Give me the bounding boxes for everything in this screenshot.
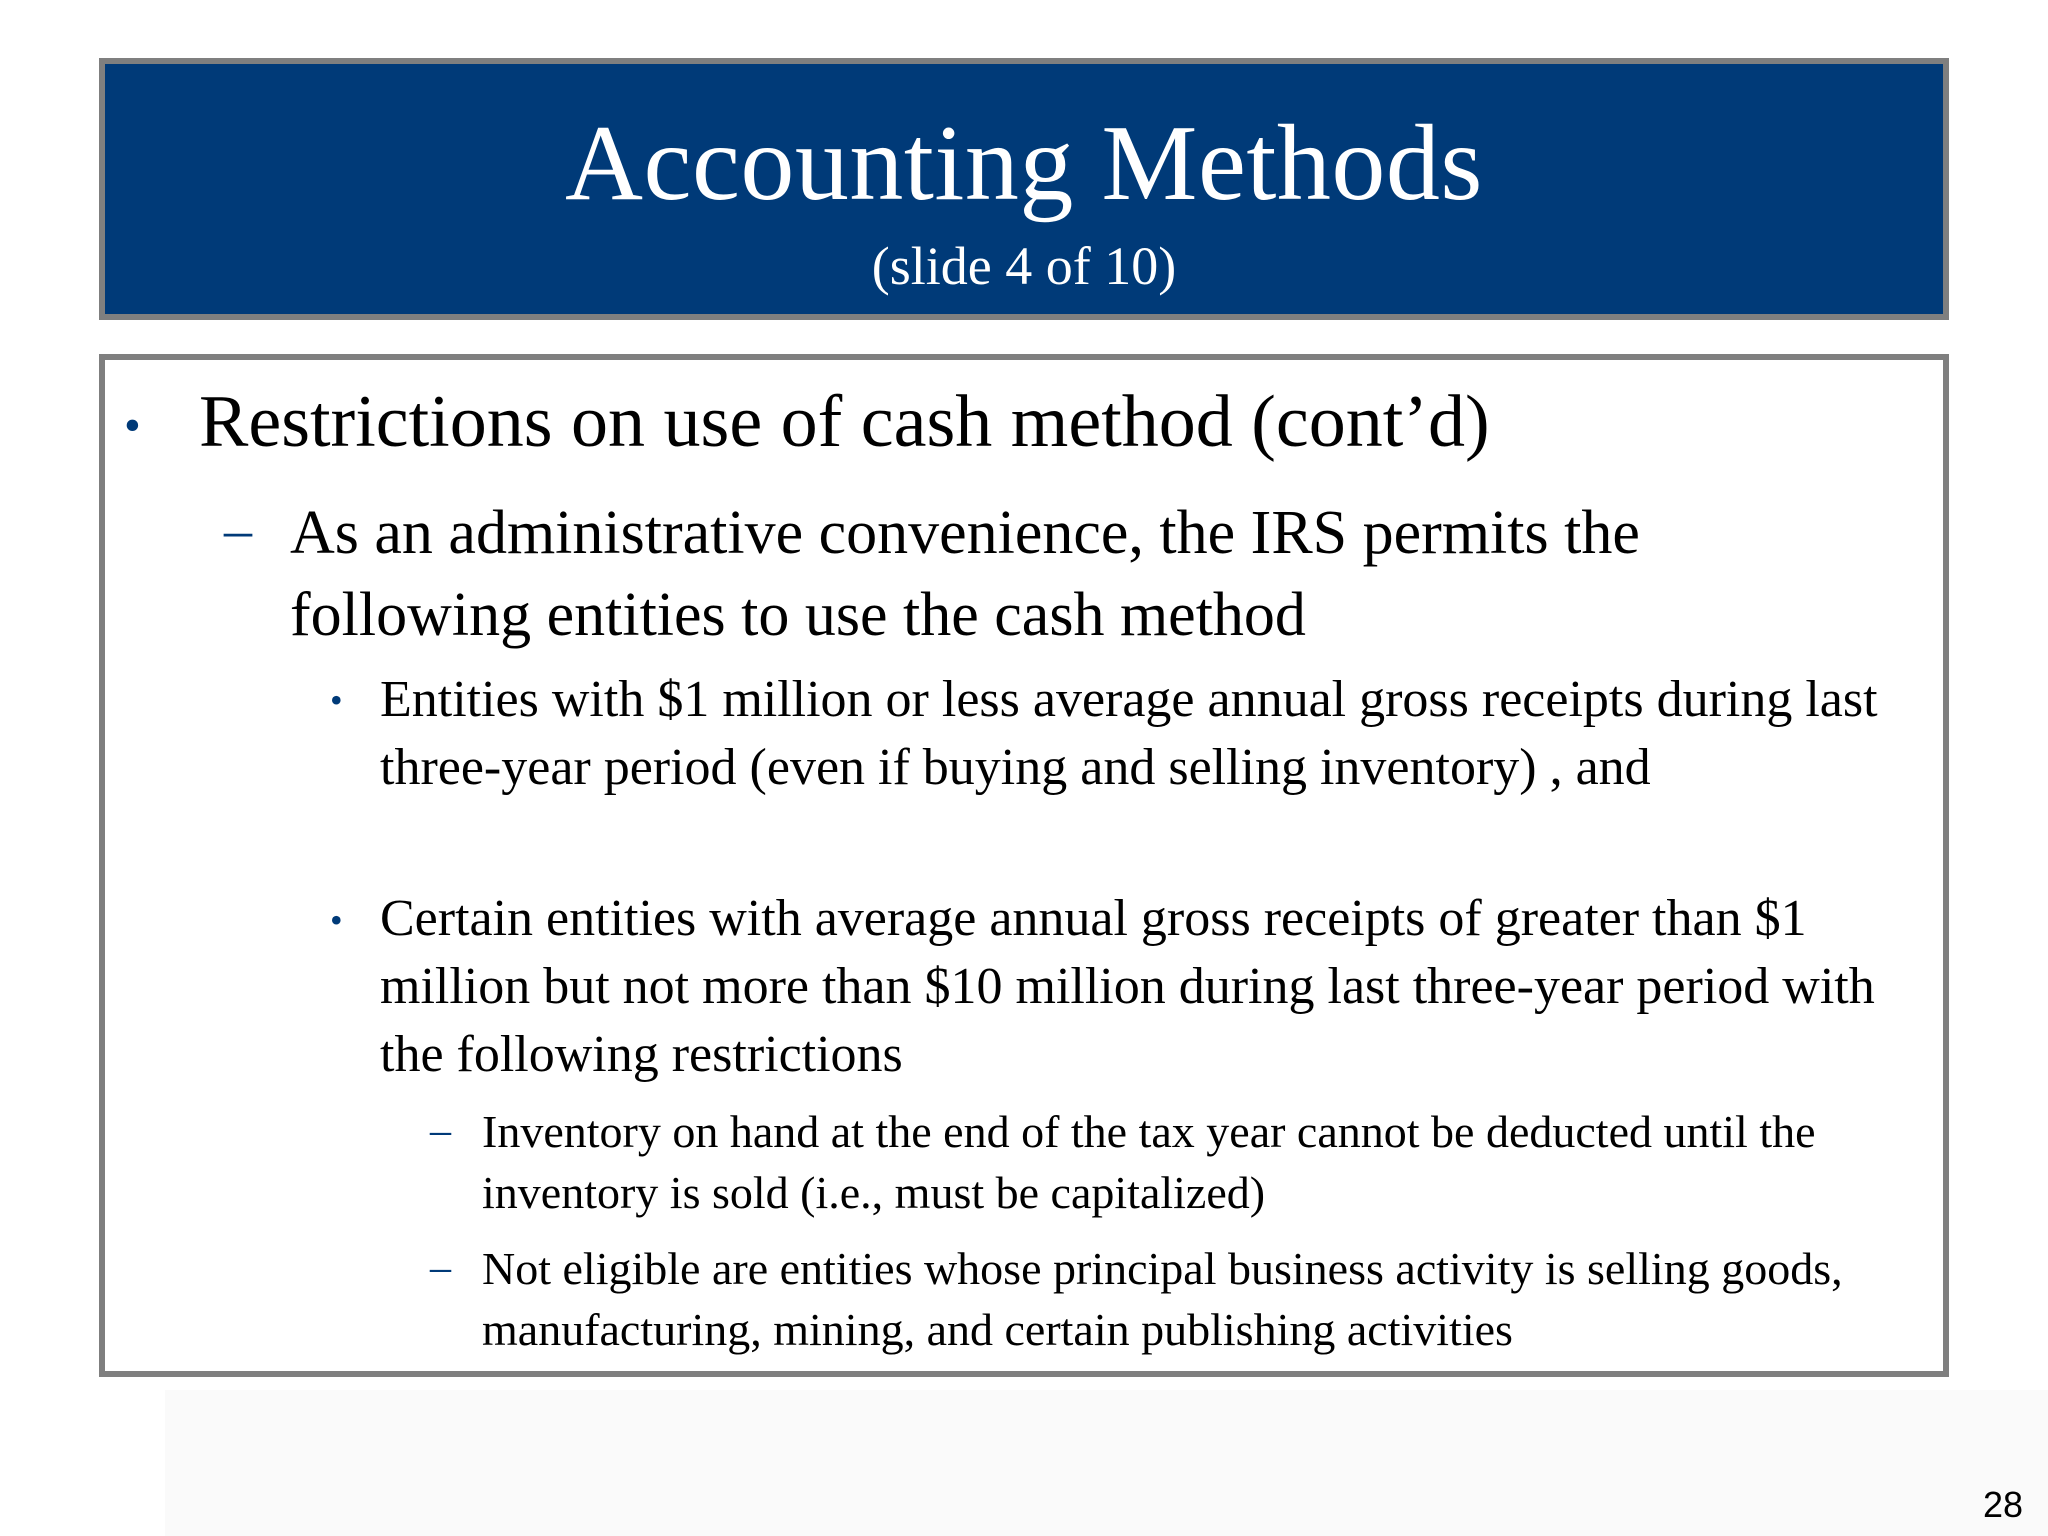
bullet-icon: • xyxy=(124,399,141,452)
list-item: Not eligible are entities whose principal business activity is selling goods, manufacturing, mining, and certain publishing activities xyxy=(482,1243,1843,1355)
sub-bullet-text: As an administrative convenience, the IRS permits the following entities to use the cash method xyxy=(290,499,1640,649)
dash-icon: – xyxy=(430,1108,451,1154)
slide-title: Accounting Methods xyxy=(565,104,1483,223)
dash-icon: – xyxy=(224,499,252,561)
bullet-icon: • xyxy=(330,900,343,940)
list-item: Certain entities with average annual gross receipts of greater than $1 million but not more than $10 million during last three-year period with the following restrictions xyxy=(380,890,1875,1083)
bullet-icon: • xyxy=(330,680,343,720)
main-bullet-text: Restrictions on use of cash method (cont’d) xyxy=(199,381,1490,463)
list-item: Inventory on hand at the end of the tax year cannot be deducted until the inventory is sold (i.e., must be capitalized) xyxy=(482,1106,1816,1218)
dash-icon: – xyxy=(430,1245,451,1291)
page-number: 28 xyxy=(1982,1484,2023,1525)
slide-subtitle: (slide 4 of 10) xyxy=(871,236,1177,296)
slide-background xyxy=(165,1390,2048,1536)
title-banner xyxy=(99,58,1949,320)
list-item: Entities with $1 million or less average annual gross receipts during last three-year period (even if buying and selling inventory) , and xyxy=(380,671,1878,796)
